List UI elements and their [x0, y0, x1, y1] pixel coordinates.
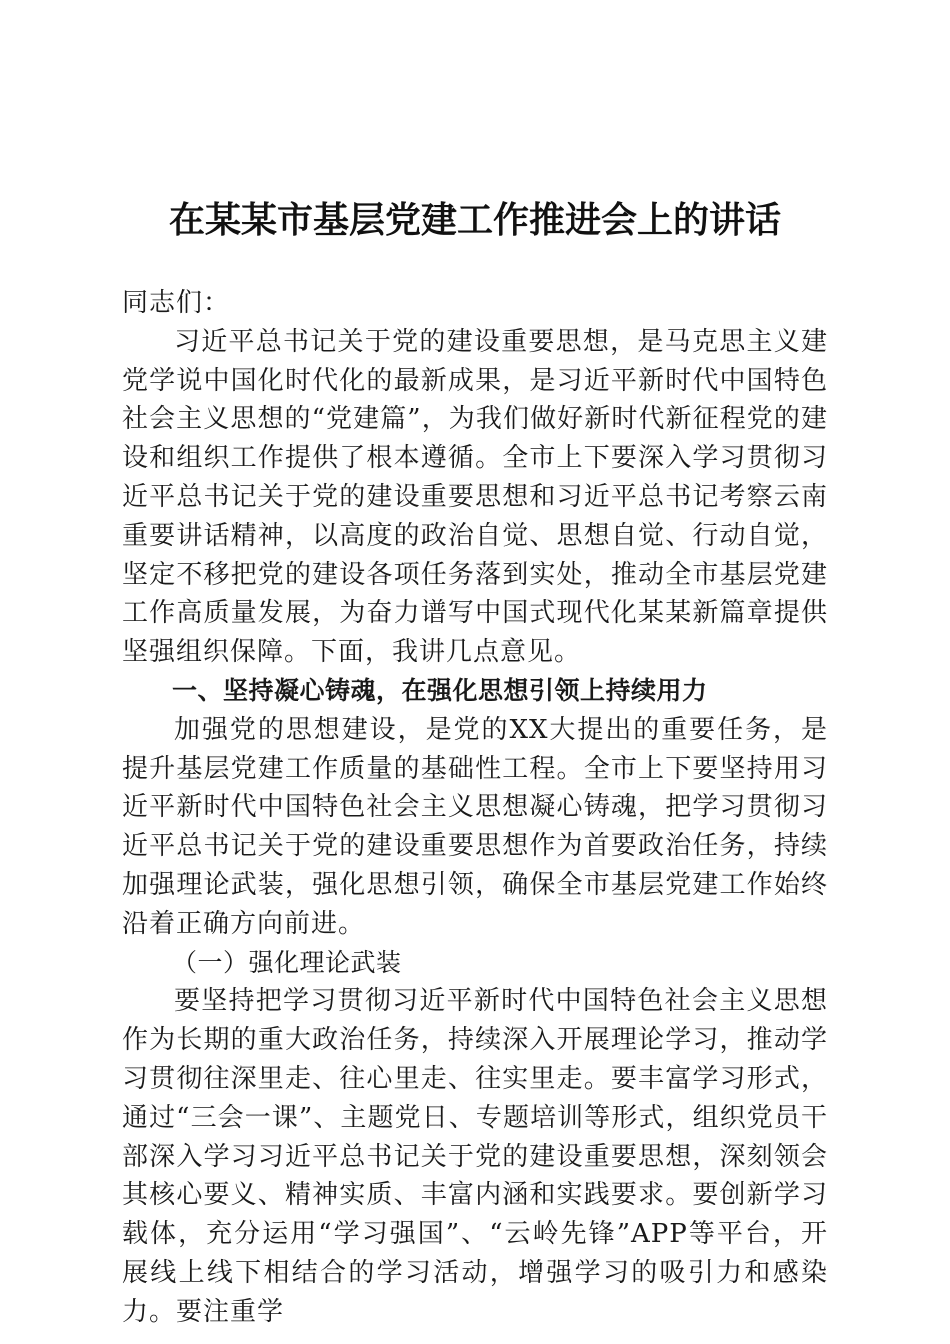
- subsection-heading-1: （一）强化理论武装: [172, 947, 402, 977]
- document-body: [122, 284, 828, 1332]
- intro-paragraph: 习近平总书记关于党的建设重要思想，是马克思主义建党学说中国化时代化的最新成果，是习近平新时代中国特色社会主义思想的“党建篇”，为我们做好新时代新征程党的建设和组织工作提供了根本遵循。全市上下要深入学习贯彻习近平总书记关于党的建设重要思想和习近平总书记考察云南重要讲话精神，以高度的政治自觉、思想自觉、行动自觉，坚定不移把党的建设各项任务落到实处，推动全市基层党建工作高质量发展，为奋力谱写中国式现代化某某新篇章提供坚强组织保障。下面，我讲几点意见。: [122, 326, 828, 668]
- section-heading-1: 一、坚持凝心铸魂，在强化思想引领上持续用力: [172, 675, 708, 705]
- section-1-paragraph: 加强党的思想建设，是党的XX大提出的重要任务，是提升基层党建工作质量的基础性工程。全市上下要坚持用习近平新时代中国特色社会主义思想凝心铸魂，把学习贯彻习近平总书记关于党的建设重要思想作为首要政治任务，持续加强理论武装，强化思想引领，确保全市基层党建工作始终沿着正确方向前进。: [122, 714, 828, 939]
- document-title: 在某某市基层党建工作推进会上的讲话: [168, 199, 781, 241]
- salutation: 同志们：: [122, 288, 231, 318]
- subsection-1-paragraph: 要坚持把学习贯彻习近平新时代中国特色社会主义思想作为长期的重大政治任务，持续深入开展理论学习，推动学习贯彻往深里走、往心里走、往实里走。要丰富学习形式，通过“三会一课”、主题党日、专题培训等形式，组织党员干部深入学习习近平总书记关于党的建设重要思想，深刻领会其核心要义、精神实质、丰富内涵和实践要求。要创新学习载体，充分运用“学习强国”、“云岭先锋”APP等平台，开展线上线下相结合的学习活动，增强学习的吸引力和感染力。要注重学: [122, 986, 828, 1327]
